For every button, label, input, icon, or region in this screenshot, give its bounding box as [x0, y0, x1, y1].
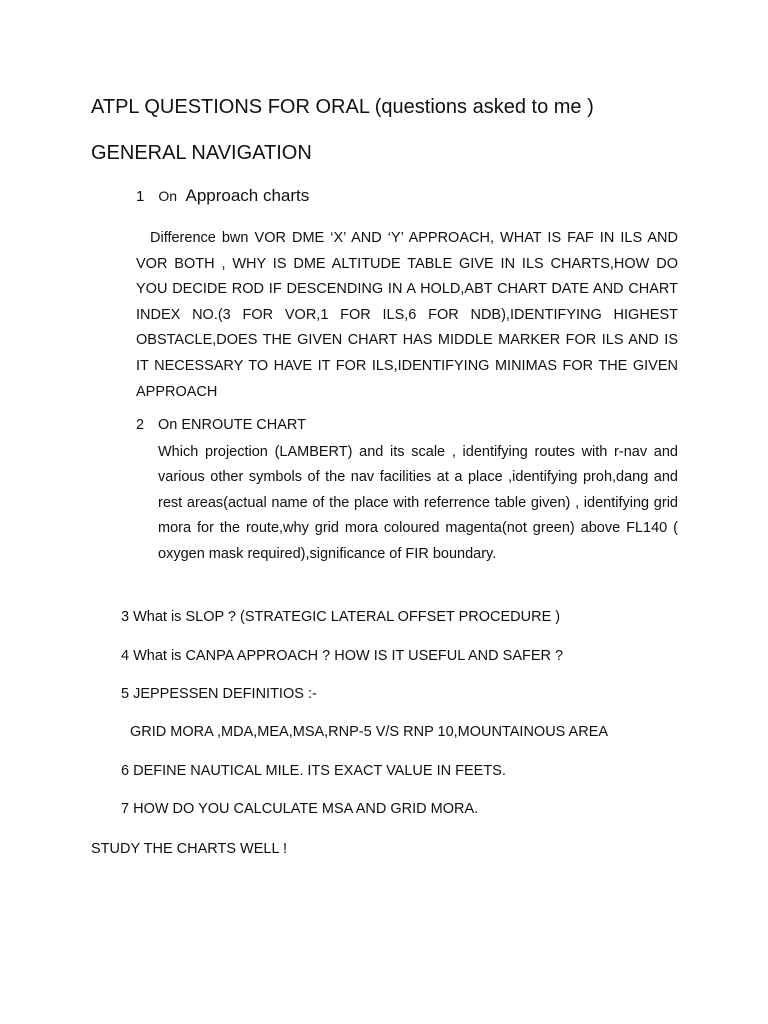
item-4-line: 4 What is CANPA APPROACH ? HOW IS IT USEFUL AND SAFER ?	[121, 648, 564, 664]
item-1-number: 1	[136, 188, 145, 205]
item-2-paragraph: Which projection (LAMBERT) and its scale , identifying routes with r-nav and various other symbols of the nav facilities at a place ,identifying proh,dang and rest areas(actual name of the place with referrence table given) , identifying grid mora for the route,why grid mora coloured magenta(not green) above FL140 ( oxygen mask required),significance of FIR boundary.	[158, 444, 678, 562]
item-2-title: On ENROUTE CHART	[158, 417, 306, 433]
item-3-line: 3 What is SLOP ? (STRATEGIC LATERAL OFFSET PROCEDURE )	[121, 609, 561, 625]
item-1-title: Approach charts	[185, 186, 310, 205]
item-1-paragraph: Difference bwn VOR DME ‘X’ AND ‘Y’ APPROACH, WHAT IS FAF IN ILS AND VOR BOTH , WHY IS DME ALTITUDE TABLE GIVE IN ILS CHARTS,HOW DO YOU DECIDE ROD IF DESCENDING IN A HOLD,ABT CHART DATE AND CHART INDEX NO.(3 FOR VOR,1 FOR ILS,6 FOR NDB),IDENTIFYING HIGHEST OBSTACLE,DOES THE GIVEN CHART HAS MIDDLE MARKER FOR ILS AND IS IT NECESSARY TO HAVE IT FOR ILS,IDENTIFYING MINIMAS FOR THE GIVEN APPROACH	[136, 230, 678, 400]
section-heading: GENERAL NAVIGATION	[91, 142, 312, 164]
item-6-line: 6 DEFINE NAUTICAL MILE. ITS EXACT VALUE IN FEETS.	[121, 763, 506, 779]
item-2-heading	[136, 417, 306, 433]
item-5-terms: GRID MORA ,MDA,MEA,MSA,RNP-5 V/S RNP 10,MOUNTAINOUS AREA	[130, 724, 609, 740]
document-title: ATPL QUESTIONS FOR ORAL (questions asked to me )	[91, 96, 594, 118]
item-7-line: 7 HOW DO YOU CALCULATE MSA AND GRID MORA.	[121, 801, 479, 817]
closing-note: STUDY THE CHARTS WELL !	[91, 841, 288, 857]
item-1-heading	[136, 186, 309, 206]
item-1-on-label: On	[158, 188, 178, 204]
item-5-line: 5 JEPPESSEN DEFINITIOS :-	[121, 686, 317, 702]
item-2-number: 2	[136, 417, 145, 433]
